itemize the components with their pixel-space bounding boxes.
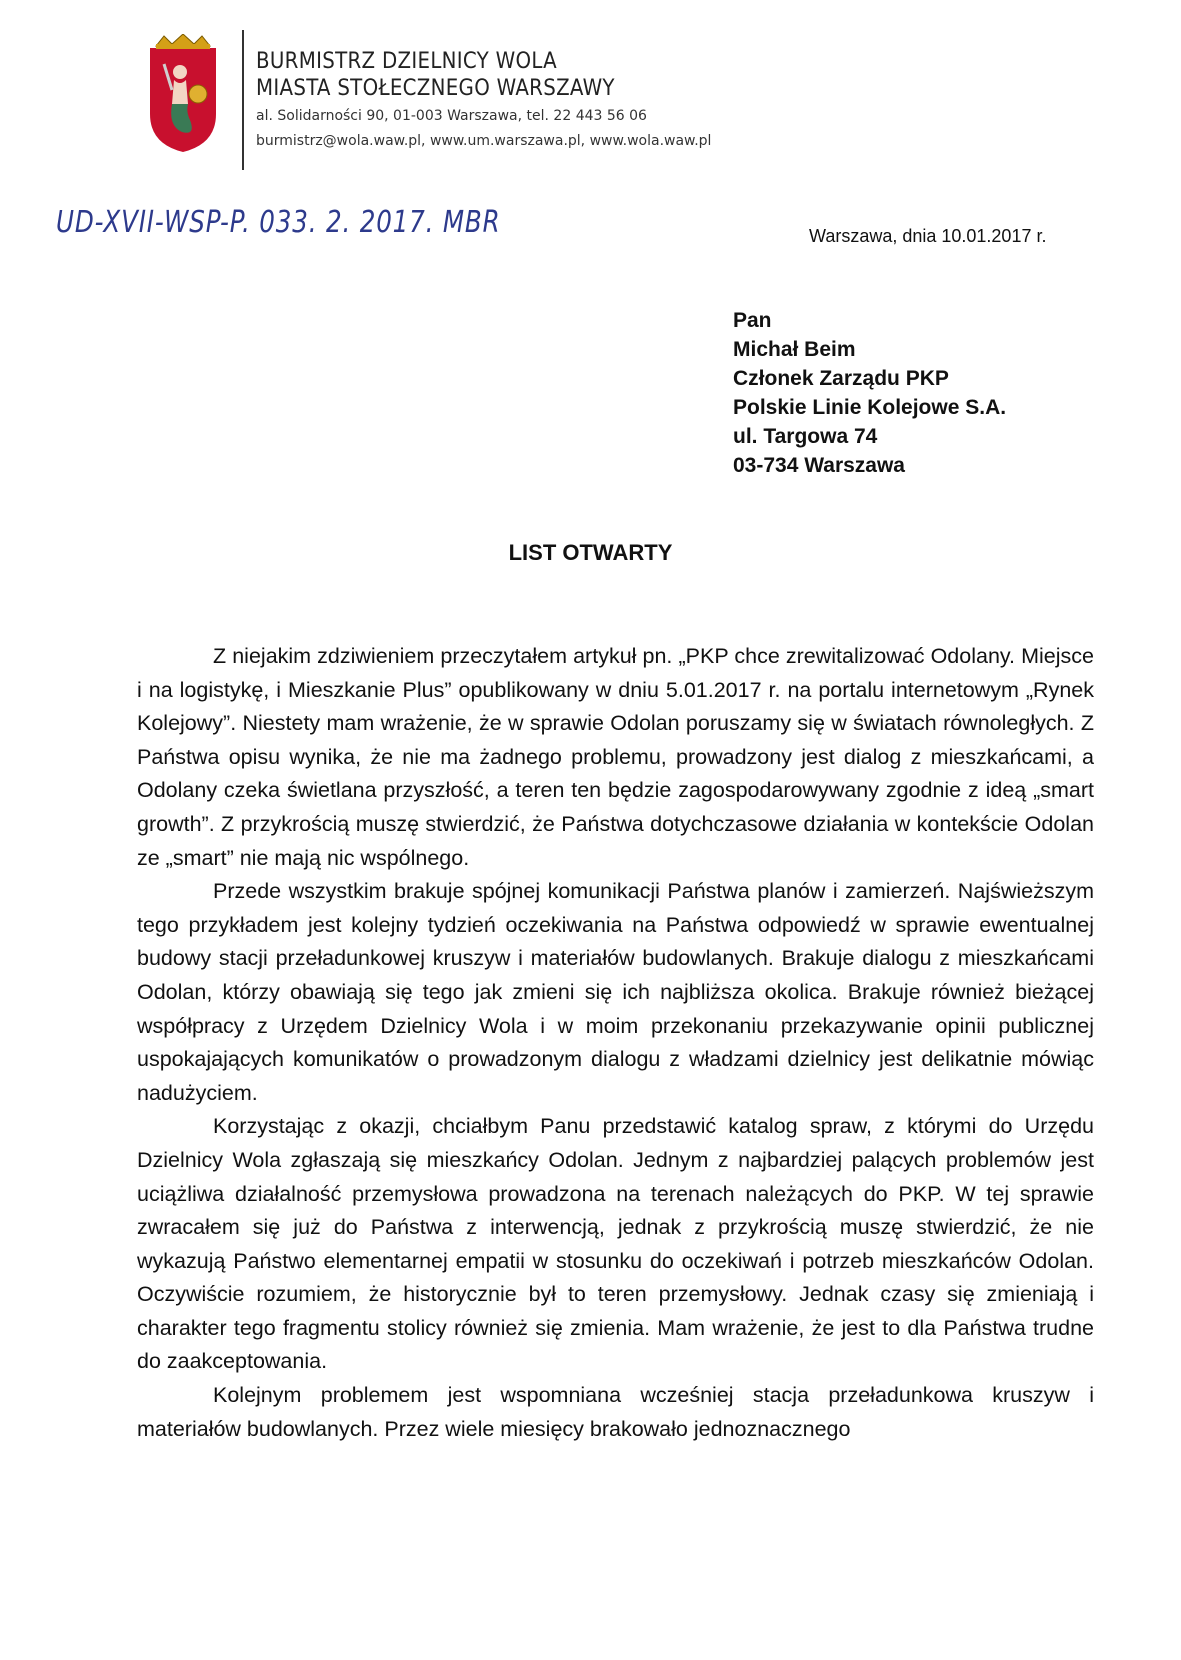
body-paragraph: Przede wszystkim brakuje spójnej komunikacji Państwa planów i zamierzeń. Najświeższym tego przykładem jest kolejny tydzień oczekiwania na Państwa odpowiedź w sprawie ewentualnej budowy stacji przeładunkowej kruszyw i materiałów budowlanych. Brakuje dialogu z mieszkańcami Odolan, którzy obawiają się tego jak zmieni się ich najbliższa okolica. Brakuje również bieżącej współpracy z Urzędem Dzielnicy Wola i w moim przekonaniu przekazywanie opinii publicznej uspokajających komunikatów o prowadzonym dialogu z władzami dzielnicy jest delikatnie mówiąc nadużyciem. xyxy=(137,879,1094,1105)
recipient-line: 03-734 Warszawa xyxy=(733,454,905,477)
letter-title: LIST OTWARTY xyxy=(508,540,673,565)
body-paragraph: Z niejakim zdziwieniem przeczytałem artykuł pn. „PKP chce zrewitalizować Odolany. Miejsce i na logistykę, i Mieszkanie Plus” opublikowany w dniu 5.01.2017 r. na portalu internetowym „Rynek Kolejowy”. Niestety mam wrażenie, że w sprawie Odolan poruszamy się w światach równoległych. Z Państwa opisu wynika, że nie ma żadnego problemu, prowadzony jest dialog z mieszkańcami, a Odolany czeka świetlana przyszłość, a teren ten będzie zagospodarowywany zgodnie z ideą „smart growth”. Z przykrością muszę stwierdzić, że Państwa dotychczasowe działania w kontekście Odolan ze „smart” nie mają nic wspólnego. xyxy=(137,644,1094,870)
recipient-line: Michał Beim xyxy=(733,338,856,361)
body-paragraph: Korzystając z okazji, chciałbym Panu przedstawić katalog spraw, z którymi do Urzędu Dzielnicy Wola zgłaszają się mieszkańcy Odolan. Jednym z najbardziej palących problemów jest uciążliwa działalność przemysłowa prowadzona na terenach należących do PKP. W tej sprawie zwracałem się już do Państwa z interwencją, jednak z przykrością muszę stwierdzić, że nie wykazują Państwo elementarnej empatii w stosunku do oczekiwań i potrzeb mieszkańców Odolan. Oczywiście rozumiem, że historycznie był to teren przemysłowy. Jednak czasy się zmieniają i charakter tego fragmentu stolicy również się zmienia. Mam wrażenie, że jest to dla Państwa trudne do zaakceptowania. xyxy=(137,1114,1094,1374)
letterhead-title-line2: MIASTA STOŁECZNEGO WARSZAWY xyxy=(256,76,615,101)
warsaw-coat-of-arms-logo xyxy=(142,34,224,154)
recipient-line: Polskie Linie Kolejowe S.A. xyxy=(733,396,1007,419)
handwritten-reference-number: UD-XVII-WSP-P. 033. 2. 2017. MBR xyxy=(56,205,501,240)
body-paragraph: Kolejnym problemem jest wspomniana wcześniej stacja przeładunkowa kruszyw i materiałów budowlanych. Przez wiele miesięcy brakowało jednoznacznego xyxy=(137,1383,1094,1441)
letterhead-divider xyxy=(242,30,244,170)
letterhead-title-line1: BURMISTRZ DZIELNICY WOLA xyxy=(256,49,557,74)
letterhead xyxy=(256,48,711,152)
recipient-line: Pan xyxy=(733,309,772,332)
letterhead-address: al. Solidarności 90, 01-003 Warszawa, tel. 22 443 56 06 xyxy=(256,108,647,124)
recipient-line: ul. Targowa 74 xyxy=(733,425,878,448)
letterhead-contact: burmistrz@wola.waw.pl, www.um.warszawa.pl, www.wola.waw.pl xyxy=(256,133,712,149)
recipient-address-block xyxy=(733,306,1006,480)
letter-body xyxy=(137,640,1094,1446)
letter-date: Warszawa, dnia 10.01.2017 r. xyxy=(809,226,1047,246)
recipient-line: Członek Zarządu PKP xyxy=(733,367,949,390)
